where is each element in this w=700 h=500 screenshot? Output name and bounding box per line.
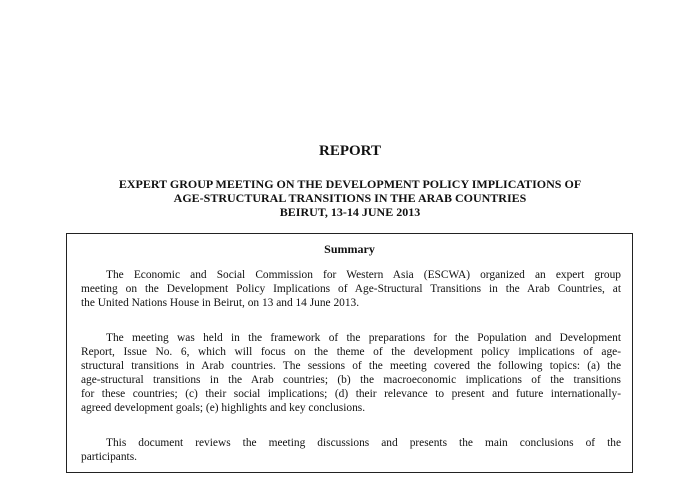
summary-heading: Summary	[324, 242, 375, 256]
paragraph-line: The Economic and Social Commission for Western Asia (ESCWA) organized an expert group	[106, 269, 621, 281]
paragraph-line: the United Nations House in Beirut, on 13 and 14 June 2013.	[81, 297, 360, 309]
summary-paragraph-2	[81, 331, 621, 415]
subtitle-line: BEIRUT, 13-14 JUNE 2013	[279, 205, 421, 219]
paragraph-line: agreed development goals; (e) highlights and key conclusions.	[81, 402, 366, 414]
meeting-subtitle	[60, 177, 640, 219]
paragraph-line: meeting on the Development Policy Implications of Age-Structural Transitions in the Arab Countries, at	[81, 283, 621, 295]
subtitle-line: EXPERT GROUP MEETING ON THE DEVELOPMENT POLICY IMPLICATIONS OF	[118, 177, 582, 191]
summary-box	[66, 233, 633, 473]
report-title: REPORT	[319, 143, 381, 159]
paragraph-line: Report, Issue No. 6, which will focus on the theme of the development policy implications of age-	[81, 346, 621, 358]
paragraph-line: participants.	[81, 451, 137, 463]
paragraph-line: age-structural transitions in the Arab countries; (b) the macroeconomic implications of the transitions	[81, 374, 621, 386]
paragraph-line: This document reviews the meeting discussions and presents the main conclusions of the	[106, 437, 621, 449]
summary-paragraph-3	[81, 436, 621, 464]
paragraph-line: structural transitions in Arab countries. The sessions of the meeting covered the following topics: (a) the	[81, 360, 621, 372]
subtitle-line: AGE-STRUCTURAL TRANSITIONS IN THE ARAB COUNTRIES	[173, 191, 527, 205]
summary-paragraph-1	[81, 268, 621, 310]
paragraph-line: for these countries; (c) their social implications; (d) their relevance to present and future internationally-	[81, 388, 621, 400]
paragraph-line: The meeting was held in the framework of the preparations for the Population and Development	[106, 332, 621, 344]
